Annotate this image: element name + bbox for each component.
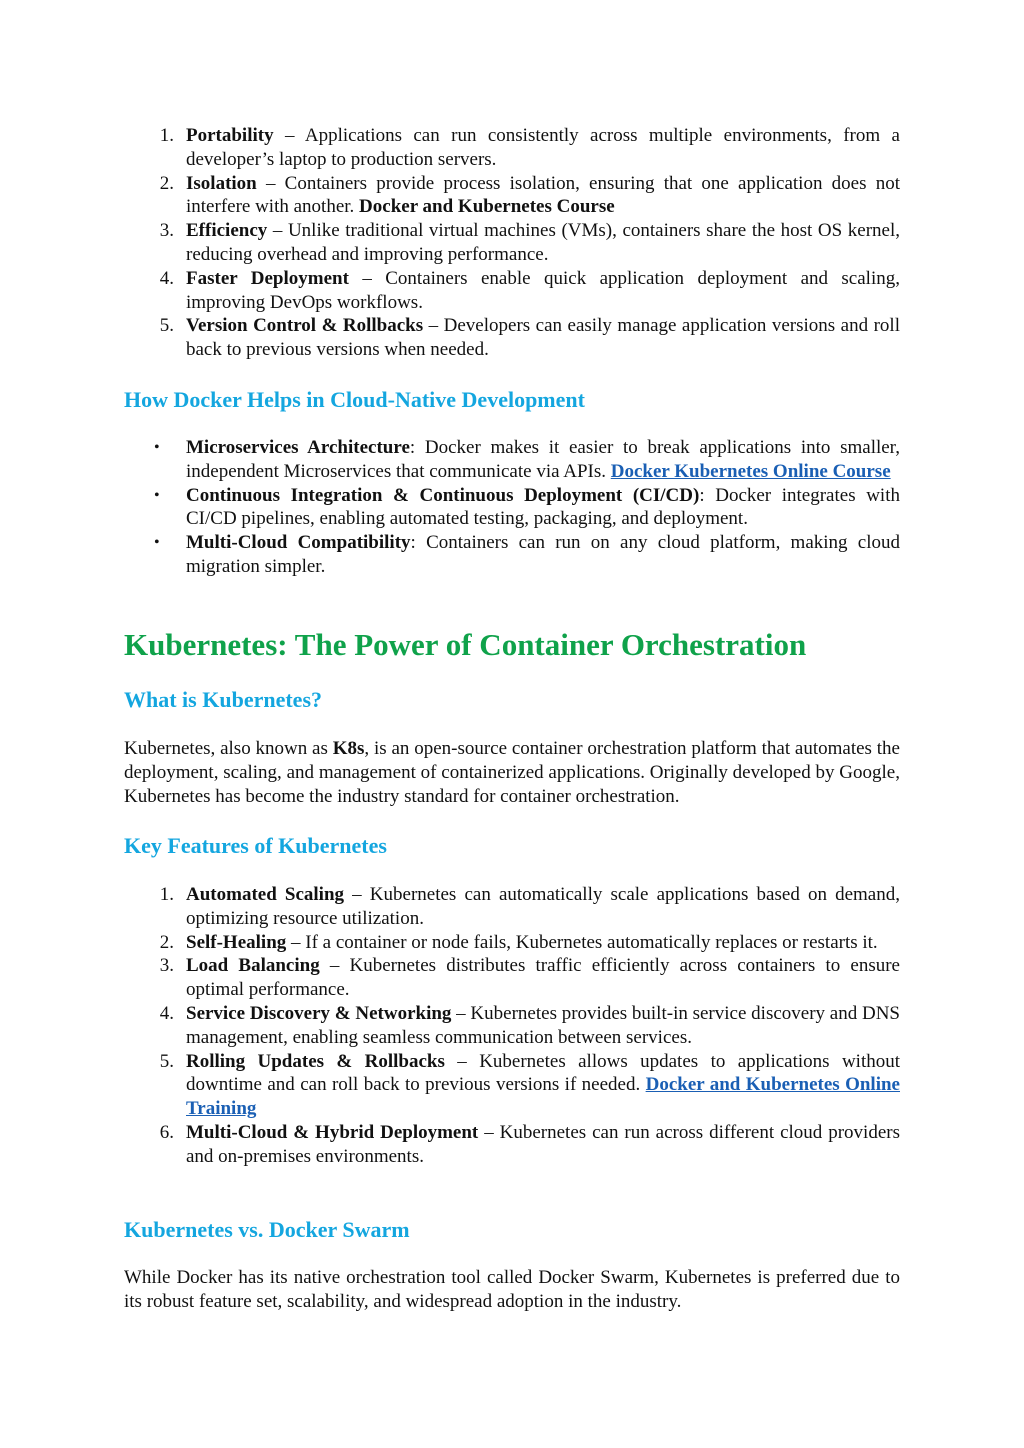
what-is-kubernetes-paragraph <box>124 737 900 809</box>
list-number: 5. <box>159 315 174 337</box>
list-item <box>124 1050 900 1121</box>
list-number: 3. <box>159 955 174 977</box>
section-heading-cloud-native: How Docker Helps in Cloud-Native Development <box>124 387 585 412</box>
item-text: – Developers can easily manage application versions and roll back to previous versions when needed. <box>186 315 900 361</box>
list-item <box>124 1002 900 1050</box>
item-text: : Docker integrates with CI/CD pipelines, enabling automated testing, packaging, and deployment. <box>186 484 900 530</box>
list-item <box>124 931 900 955</box>
list-number: 2. <box>159 931 174 953</box>
item-text: – Kubernetes distributes traffic efficiently across containers to ensure optimal performance. <box>186 955 900 1001</box>
docker-kubernetes-online-course-link[interactable]: Docker Kubernetes Online Course <box>610 460 891 482</box>
bullet-icon: • <box>154 486 160 504</box>
item-text: – Kubernetes can automatically scale applications based on demand, optimizing resource utilization. <box>186 884 900 929</box>
item-text: – Unlike traditional virtual machines (VMs), containers share the host OS kernel, reducing overhead and improving performance. <box>186 220 900 265</box>
item-text: : Docker makes it easier to break applications into smaller, independent Microservices that communicate via APIs. <box>186 437 901 482</box>
list-item <box>124 484 900 532</box>
benefits-list <box>124 124 900 362</box>
item-title: Version Control & Rollbacks <box>186 315 424 337</box>
section-heading-key-features: Key Features of Kubernetes <box>124 833 387 858</box>
section-heading-what-is-kubernetes: What is Kubernetes? <box>124 687 322 712</box>
list-item <box>124 1121 900 1169</box>
item-title: Microservices Architecture <box>186 437 410 458</box>
item-title: Efficiency <box>186 220 268 242</box>
item-text: – Kubernetes allows updates to applications without downtime and can roll back to previous versions if needed. <box>186 1050 901 1096</box>
item-title: Isolation <box>186 172 257 194</box>
list-item <box>124 267 900 315</box>
item-text: – Kubernetes can run across different cloud providers and on-premises environments. <box>186 1121 900 1167</box>
item-title: Continuous Integration & Continuous Deployment (CI/CD) <box>186 484 700 506</box>
list-item <box>124 172 900 220</box>
list-number: 1. <box>159 125 174 146</box>
item-text: – Containers enable quick application deployment and scaling, improving DevOps workflows. <box>186 267 900 313</box>
item-text: – If a container or node fails, Kubernetes automatically replaces or restarts it. <box>286 931 878 953</box>
list-item <box>124 954 900 1002</box>
item-text: – Kubernetes provides built-in service discovery and DNS management, enabling seamless communication between services. <box>186 1002 900 1048</box>
list-item <box>124 883 900 931</box>
section-heading-kubernetes-vs-swarm: Kubernetes vs. Docker Swarm <box>124 1217 410 1242</box>
key-features-list <box>124 883 900 1169</box>
k8s-term: K8s <box>332 738 365 759</box>
item-title: Automated Scaling <box>186 884 345 905</box>
course-mention: Docker and Kubernetes Course <box>359 196 615 218</box>
item-title: Self-Healing <box>186 931 287 953</box>
item-text: : Containers can run on any cloud platform, making cloud migration simpler. <box>186 532 900 577</box>
item-title: Service Discovery & Networking <box>186 1002 452 1024</box>
item-title: Multi-Cloud Compatibility <box>186 532 411 554</box>
list-item <box>124 531 900 579</box>
item-title: Load Balancing <box>186 955 320 977</box>
bullet-icon: • <box>154 534 160 552</box>
item-text: – Containers provide process isolation, ensuring that one application does not interfere with another. <box>186 172 900 218</box>
list-number: 3. <box>159 220 174 242</box>
kubernetes-vs-swarm-paragraph: While Docker has its native orchestration tool called Docker Swarm, Kubernetes is preferred due to its robust feature set, scalability, and widespread adoption in the industry. <box>124 1267 900 1312</box>
list-item <box>124 219 900 267</box>
list-number: 5. <box>159 1050 174 1072</box>
docker-kubernetes-online-training-link[interactable]: Docker and Kubernetes Online Training <box>186 1074 900 1120</box>
list-item <box>124 314 900 362</box>
bullet-icon: • <box>154 439 160 456</box>
list-number: 2. <box>159 172 174 194</box>
list-number: 1. <box>159 884 174 905</box>
list-number: 4. <box>159 1002 174 1024</box>
item-title: Portability <box>186 125 274 146</box>
paragraph-text: Kubernetes, also known as <box>124 738 333 759</box>
item-title: Faster Deployment <box>186 267 349 289</box>
item-title: Multi-Cloud & Hybrid Deployment <box>186 1121 479 1143</box>
list-item <box>124 436 900 484</box>
cloud-native-list <box>124 436 900 579</box>
item-text: – Applications can run consistently across multiple environments, from a developer’s laptop to production servers. <box>186 125 900 170</box>
list-number: 6. <box>159 1121 174 1143</box>
paragraph-text: , is an open-source container orchestration platform that automates the deployment, scaling, and management of containerized applications. Originally developed by Google, Kubernetes has become the industry standard for container orchestration. <box>124 738 900 807</box>
list-number: 4. <box>159 267 174 289</box>
page-title-kubernetes: Kubernetes: The Power of Container Orchestration <box>124 627 807 662</box>
list-item <box>124 124 900 172</box>
item-title: Rolling Updates & Rollbacks <box>186 1050 445 1072</box>
